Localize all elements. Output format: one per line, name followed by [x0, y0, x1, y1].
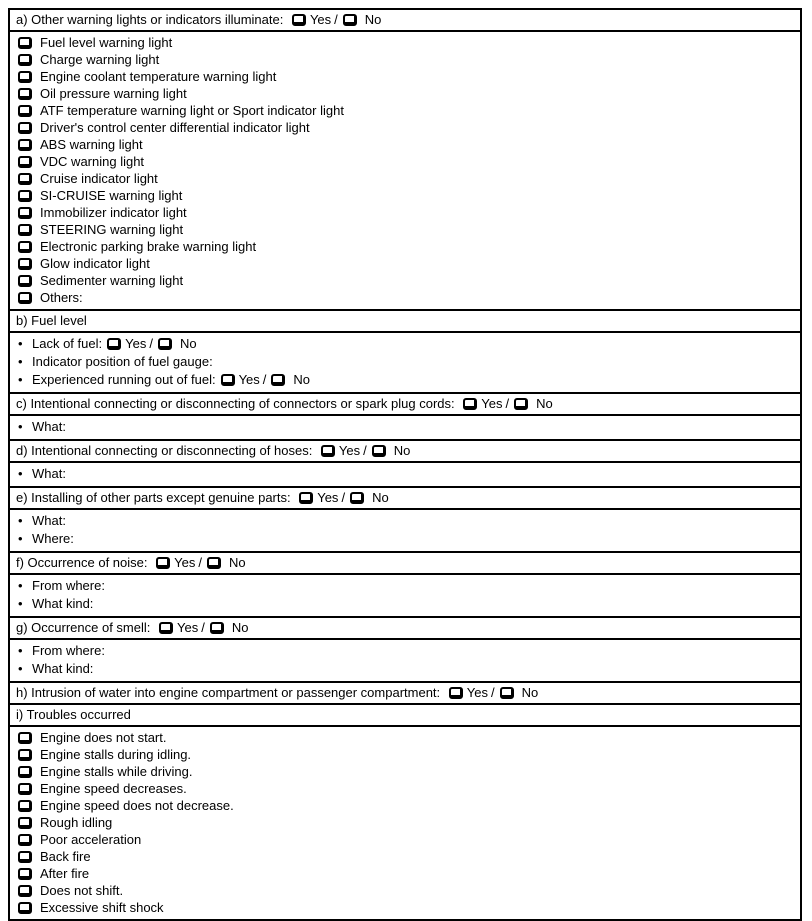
section-label: h) Intrusion of water into engine compartment or passenger compartment: [16, 685, 444, 700]
bullet-item-label: What: [32, 419, 66, 434]
yes-no-separator: / [505, 396, 510, 411]
bullet-item-label: Lack of fuel: [32, 336, 103, 351]
section-row-6 [10, 439, 800, 461]
section-row-4 [10, 392, 800, 414]
section-label: c) Intentional connecting or disconnecting of connectors or spark plug cords: [16, 396, 459, 411]
checkbox-icon[interactable] [18, 834, 32, 846]
yes-no-group-row-8 [294, 490, 388, 505]
checkbox-icon[interactable] [18, 88, 32, 100]
bullet-item-label: What kind: [32, 661, 94, 676]
checkbox-icon[interactable] [18, 766, 32, 778]
no-label: No [179, 336, 197, 351]
bullet-item [18, 577, 794, 595]
checklist-item [18, 882, 794, 899]
checklist-item [18, 221, 794, 238]
bullet-icon: • [18, 578, 23, 593]
checklist-item-label: Engine coolant temperature warning light [40, 69, 277, 84]
yes-no-group-row-3-item-2 [216, 371, 310, 389]
bullet-icon: • [18, 661, 23, 676]
checklist-item-label: SI-CRUISE warning light [40, 188, 183, 203]
bullet-icon: • [18, 419, 23, 434]
checklist-item-label: ATF temperature warning light or Sport indicator light [40, 103, 344, 118]
no-label: No [364, 12, 382, 27]
checklist-item [18, 729, 794, 746]
yes-checkbox-icon[interactable] [463, 398, 477, 410]
yes-checkbox-icon[interactable] [321, 445, 335, 457]
checklist-item-label: Fuel level warning light [40, 35, 173, 50]
yes-checkbox-icon[interactable] [159, 622, 173, 634]
section-label: b) Fuel level [16, 313, 87, 328]
checkbox-icon[interactable] [18, 258, 32, 270]
section-row-8 [10, 486, 800, 508]
no-checkbox-icon[interactable] [350, 492, 364, 504]
yes-no-separator: / [149, 336, 153, 351]
yes-checkbox-icon[interactable] [299, 492, 313, 504]
yes-checkbox-icon[interactable] [292, 14, 306, 26]
bullet-row-9 [10, 508, 800, 551]
section-label: d) Intentional connecting or disconnecting of hoses: [16, 443, 316, 458]
section-row-14 [10, 681, 800, 703]
checklist-item-label: Sedimenter warning light [40, 273, 184, 288]
checklist-item [18, 34, 794, 51]
section-label: f) Occurrence of noise: [16, 555, 152, 570]
bullet-item-label: What kind: [32, 596, 94, 611]
checklist-item [18, 289, 794, 306]
no-label: No [228, 555, 246, 570]
checkbox-icon[interactable] [18, 190, 32, 202]
bullet-item [18, 465, 794, 483]
bullet-item-label: Indicator position of fuel gauge: [32, 354, 213, 369]
checkbox-icon[interactable] [18, 54, 32, 66]
checklist-item-label: Others: [40, 290, 83, 305]
checkbox-icon[interactable] [18, 156, 32, 168]
checkbox-icon[interactable] [18, 37, 32, 49]
checklist-item-label: Engine does not start. [40, 730, 167, 745]
checkbox-icon[interactable] [18, 275, 32, 287]
checklist-item-label: Engine speed does not decrease. [40, 798, 234, 813]
yes-label: Yes [317, 490, 339, 505]
bullet-row-13 [10, 638, 800, 681]
section-label: i) Troubles occurred [16, 707, 131, 722]
yes-no-separator: / [198, 555, 202, 570]
checklist-item [18, 899, 794, 916]
no-checkbox-icon[interactable] [343, 14, 357, 26]
section-row-2 [10, 309, 800, 331]
checklist-item-label: VDC warning light [40, 154, 145, 169]
yes-label: Yes [309, 12, 332, 27]
checkbox-icon[interactable] [18, 800, 32, 812]
checklist-item [18, 187, 794, 204]
bullet-item-label: What: [32, 466, 66, 481]
checklist-item-label: Back fire [40, 849, 91, 864]
bullet-item-label: Where: [32, 531, 74, 546]
bullet-item-label: What: [32, 513, 66, 528]
checkbox-icon[interactable] [18, 902, 32, 914]
yes-label: Yes [338, 443, 361, 458]
checklist-item [18, 848, 794, 865]
diagnostic-questionnaire-table [8, 8, 802, 921]
bullet-row-7 [10, 461, 800, 486]
checklist-item [18, 51, 794, 68]
no-checkbox-icon[interactable] [207, 557, 221, 569]
yes-no-separator: / [491, 685, 495, 700]
no-checkbox-icon[interactable] [271, 374, 285, 386]
bullet-item [18, 642, 794, 660]
yes-label: Yes [177, 620, 199, 635]
checkbox-icon[interactable] [18, 783, 32, 795]
yes-no-separator: / [262, 372, 267, 387]
no-label: No [231, 620, 249, 635]
checklist-item-label: Excessive shift shock [40, 900, 164, 915]
bullet-item-label: Experienced running out of fuel: [32, 372, 216, 387]
checkbox-icon[interactable] [18, 224, 32, 236]
yes-no-group-row-12 [154, 620, 248, 635]
checklist-item-label: Engine stalls while driving. [40, 764, 193, 779]
checklist-item [18, 136, 794, 153]
checklist-row-16 [10, 725, 800, 919]
checklist-item [18, 814, 794, 831]
yes-no-separator: / [341, 490, 346, 505]
checklist-item-label: Electronic parking brake warning light [40, 239, 257, 254]
section-row-15 [10, 703, 800, 725]
no-checkbox-icon[interactable] [372, 445, 386, 457]
yes-no-group-row-3-item-0 [102, 335, 196, 353]
yes-label: Yes [466, 685, 488, 700]
no-label: No [536, 396, 553, 411]
bullet-icon: • [18, 531, 23, 546]
yes-no-group-row-6 [316, 443, 410, 458]
bullet-icon: • [18, 466, 23, 481]
no-checkbox-icon[interactable] [514, 398, 528, 410]
bullet-item [18, 512, 794, 530]
checklist-item [18, 170, 794, 187]
bullet-item [18, 335, 794, 353]
yes-no-group-row-10 [151, 555, 245, 570]
yes-no-group-row-4 [458, 396, 552, 411]
bullet-row-11 [10, 573, 800, 616]
yes-no-separator: / [334, 12, 338, 27]
checkbox-icon[interactable] [18, 749, 32, 761]
checklist-item-label: Glow indicator light [40, 256, 150, 271]
yes-checkbox-icon[interactable] [156, 557, 170, 569]
yes-label: Yes [174, 555, 196, 570]
checkbox-icon[interactable] [18, 292, 32, 304]
no-checkbox-icon[interactable] [210, 622, 224, 634]
checklist-item [18, 68, 794, 85]
checklist-item-label: Driver's control center differential indicator light [40, 120, 310, 135]
checkbox-icon[interactable] [18, 105, 32, 117]
bullet-item [18, 595, 794, 613]
checkbox-icon[interactable] [18, 173, 32, 185]
checklist-item-label: STEERING warning light [40, 222, 184, 237]
checkbox-icon[interactable] [18, 851, 32, 863]
checklist-item-label: ABS warning light [40, 137, 143, 152]
yes-checkbox-icon[interactable] [449, 687, 463, 699]
yes-label: Yes [238, 372, 260, 387]
section-label: a) Other warning lights or indicators illuminate: [16, 12, 287, 27]
checkbox-icon[interactable] [18, 122, 32, 134]
section-row-12 [10, 616, 800, 638]
checklist-item [18, 204, 794, 221]
checklist-item-label: Poor acceleration [40, 832, 142, 847]
checklist-item-label: Does not shift. [40, 883, 124, 898]
bullet-icon: • [18, 596, 23, 611]
yes-no-group-row-0 [287, 12, 381, 27]
checkbox-icon[interactable] [18, 885, 32, 897]
checkbox-icon[interactable] [18, 732, 32, 744]
no-label: No [521, 685, 539, 700]
bullet-row-3 [10, 331, 800, 392]
yes-label: Yes [125, 336, 147, 351]
section-label: e) Installing of other parts except genuine parts: [16, 490, 295, 505]
checklist-item [18, 102, 794, 119]
section-row-0 [10, 10, 800, 30]
bullet-item [18, 353, 794, 371]
checkbox-icon[interactable] [18, 817, 32, 829]
checkbox-icon[interactable] [18, 139, 32, 151]
checklist-item [18, 85, 794, 102]
checklist-item [18, 153, 794, 170]
checklist-row-1 [10, 30, 800, 309]
checklist-item [18, 780, 794, 797]
bullet-item [18, 371, 794, 389]
checklist-item-label: After fire [40, 866, 90, 881]
checklist-item [18, 763, 794, 780]
yes-checkbox-icon[interactable] [107, 338, 121, 350]
checklist-item-label: Engine stalls during idling. [40, 747, 192, 762]
checklist-item [18, 255, 794, 272]
section-row-10 [10, 551, 800, 573]
checklist-item-label: Rough idling [40, 815, 113, 830]
checklist-item-label: Oil pressure warning light [40, 86, 187, 101]
section-label: g) Occurrence of smell: [16, 620, 154, 635]
checklist-item [18, 119, 794, 136]
checklist-item-label: Charge warning light [40, 52, 160, 67]
checkbox-icon[interactable] [18, 71, 32, 83]
yes-no-separator: / [363, 443, 367, 458]
checklist-item [18, 238, 794, 255]
checklist-item-label: Immobilizer indicator light [40, 205, 187, 220]
checklist-item [18, 272, 794, 289]
bullet-icon: • [18, 643, 23, 658]
no-label: No [393, 443, 411, 458]
bullet-icon: • [18, 513, 23, 528]
checklist-item-label: Engine speed decreases. [40, 781, 187, 796]
checklist-item-label: Cruise indicator light [40, 171, 158, 186]
yes-no-separator: / [201, 620, 205, 635]
bullet-row-5 [10, 414, 800, 439]
no-checkbox-icon[interactable] [500, 687, 514, 699]
bullet-item [18, 530, 794, 548]
checklist-item [18, 797, 794, 814]
bullet-icon: • [18, 372, 23, 387]
bullet-item-label: From where: [32, 643, 105, 658]
bullet-item [18, 418, 794, 436]
checklist-item [18, 831, 794, 848]
yes-no-group-row-14 [444, 685, 538, 700]
yes-label: Yes [481, 396, 503, 411]
checkbox-icon[interactable] [18, 207, 32, 219]
bullet-item-label: From where: [32, 578, 105, 593]
no-label: No [293, 372, 311, 387]
bullet-icon: • [18, 336, 23, 351]
checklist-item [18, 746, 794, 763]
bullet-icon: • [18, 354, 23, 369]
yes-checkbox-icon[interactable] [221, 374, 235, 386]
no-label: No [372, 490, 389, 505]
checkbox-icon[interactable] [18, 241, 32, 253]
no-checkbox-icon[interactable] [158, 338, 172, 350]
bullet-item [18, 660, 794, 678]
